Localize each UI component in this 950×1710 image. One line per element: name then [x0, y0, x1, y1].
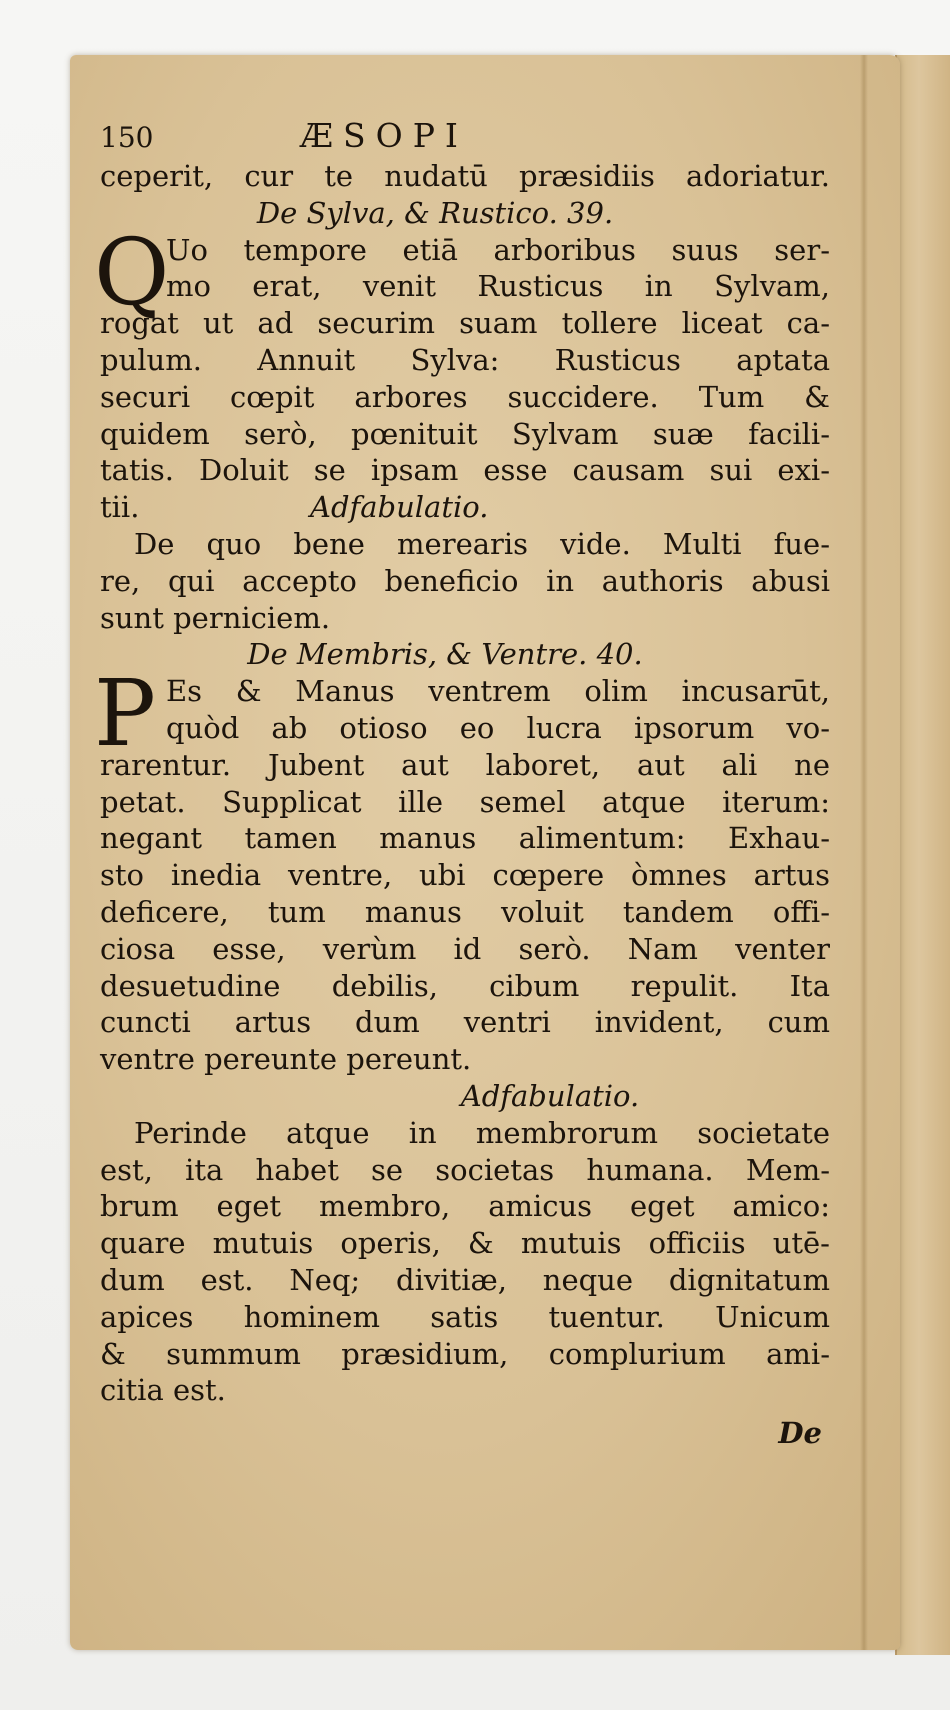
text-line: tii. [100, 490, 140, 525]
page-text [94, 116, 830, 1452]
text-line: quòd ab otioso eo lucra ipsorum vo- [166, 710, 830, 745]
fable-39-title: De Sylva, & Rustico. 39. [256, 195, 614, 230]
text-line: rogat ut ad securim suam tollere liceat ca- [100, 306, 830, 341]
catchword: De [778, 1416, 822, 1451]
text-line: & summum præsidium, complurium ami- [100, 1336, 830, 1371]
text-line: re, qui accepto beneficio in authoris abusi [100, 563, 830, 598]
fable-39-moral [100, 526, 830, 636]
text-line: negant tamen manus alimentum: Exhau- [100, 821, 830, 856]
text-line: ventre pereunte pereunt. [100, 1042, 472, 1077]
text-line: brum eget membro, amicus eget amico: [100, 1189, 830, 1224]
text-line: sto inedia ventre, ubi cœpere òmnes artus [100, 858, 830, 893]
text-line: Uo tempore etiā arboribus suus ser- [166, 232, 830, 267]
fable-40-body [94, 660, 830, 1078]
adfabulatio-heading: Adfabulatio. [310, 490, 489, 525]
text-line: sunt perniciem. [100, 600, 331, 635]
text-line: pulum. Annuit Sylva: Rusticus aptata [100, 342, 830, 377]
text-line: desuetudine debilis, cibum repulit. Ita [100, 968, 830, 1003]
text-line: tatis. Doluit se ipsam esse causam sui exi- [100, 453, 830, 488]
text-line: est, ita habet se societas humana. Mem- [100, 1152, 830, 1187]
text-line: petat. Supplicat ille semel atque iterum: [100, 784, 830, 819]
text-line: ceperit, cur te nudatū præsidiis adoriatur. [100, 159, 830, 193]
text-line: mo erat, venit Rusticus in Sylvam, [166, 269, 830, 304]
adfabulatio-heading: Adfabulatio. [460, 1078, 640, 1113]
fable-40-moral [100, 1115, 830, 1409]
fable-40-title: De Membris, & Ventre. 40. [247, 637, 643, 672]
text-line: securi cœpit arbores succidere. Tum & [100, 379, 830, 414]
text-line: quare mutuis operis, & mutuis officiis utē- [100, 1226, 830, 1261]
drop-cap-q: Q [94, 218, 170, 326]
text-line: deficere, tum manus voluit tandem offi- [100, 894, 830, 929]
page-number: 150 [100, 121, 154, 154]
text-line: rarentur. Jubent aut laboret, aut ali ne [100, 747, 830, 782]
text-line: ciosa esse, verùm id serò. Nam venter [100, 931, 830, 966]
running-title: ÆSOPI [300, 116, 468, 155]
text-line: Perinde atque in membrorum societate [134, 1115, 830, 1150]
text-line: dum est. Neq; divitiæ, neque dignitatum [100, 1262, 830, 1297]
next-page-edge [895, 55, 950, 1655]
text-line: Es & Manus ventrem olim incusarūt, [166, 674, 830, 709]
text-line: quidem serò, pœnituit Sylvam suæ facili- [100, 416, 830, 451]
drop-cap-p: P [94, 660, 156, 768]
text-line: De quo bene merearis vide. Multi fue- [134, 526, 830, 561]
page-fold-shadow [860, 55, 868, 1650]
text-line: apices hominem satis tuentur. Unicum [100, 1299, 830, 1334]
fable-39-body [94, 218, 830, 526]
text-line: citia est. [100, 1373, 226, 1408]
text-line: cuncti artus dum ventri invident, cum [100, 1005, 830, 1040]
page-header [100, 118, 830, 158]
text-line-with-moral-heading [100, 489, 830, 526]
